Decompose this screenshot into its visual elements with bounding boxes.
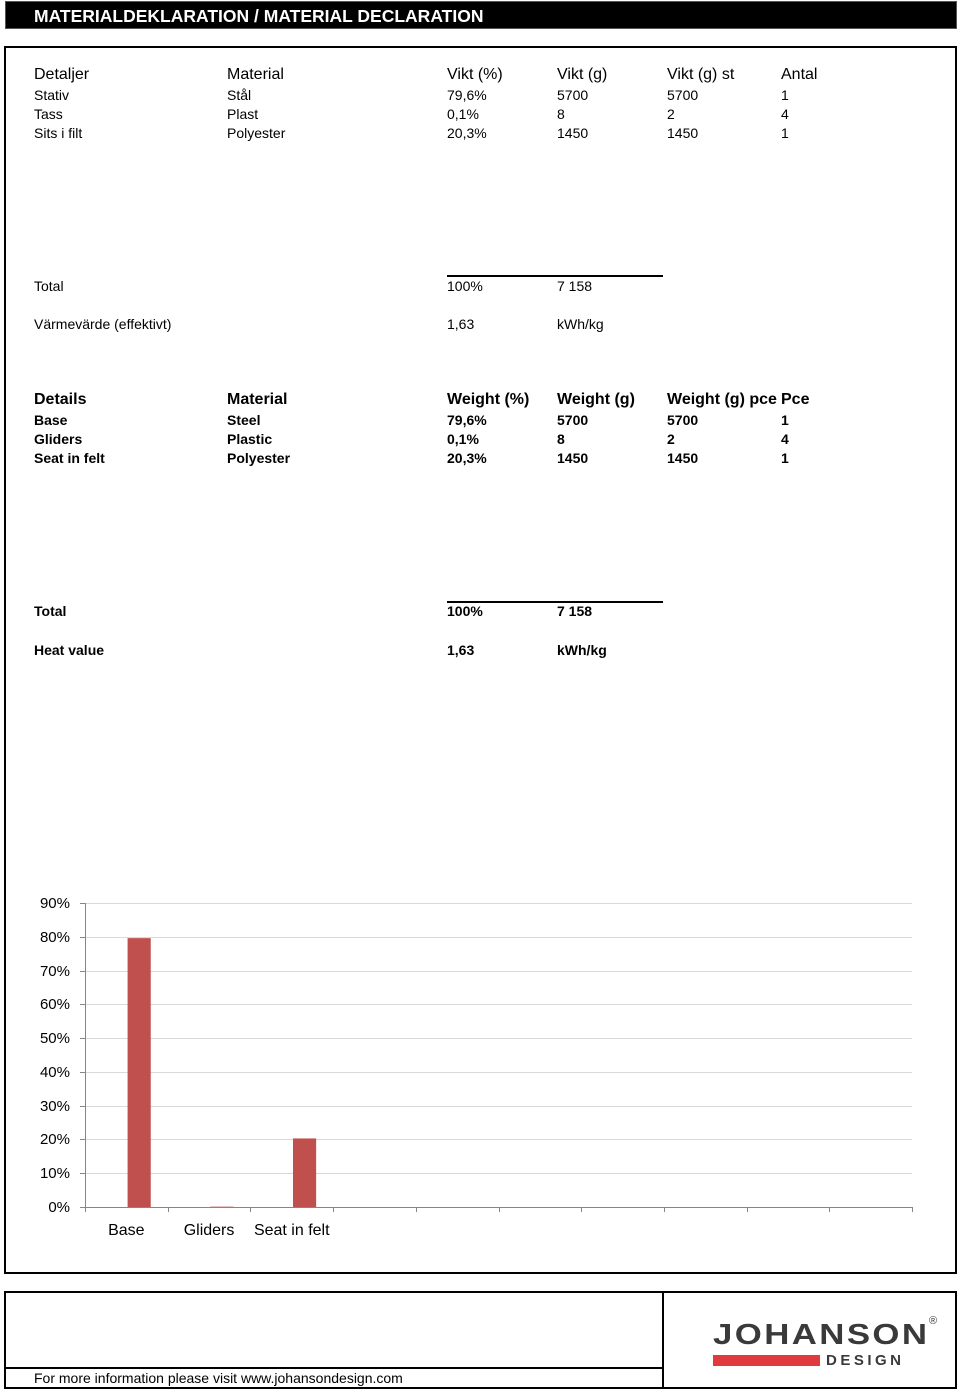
en-column-header-quantity: Pce: [781, 391, 810, 408]
material: Polyester: [227, 450, 291, 466]
en-column-header-weight-per-piece: Weight (g) pce: [667, 391, 777, 408]
chart-gridlines: [85, 904, 912, 1174]
quantity: 1: [781, 125, 789, 141]
logo-red-bar: [713, 1355, 820, 1366]
sv-heat-row: [0, 316, 960, 332]
table-row: [0, 87, 960, 103]
y-tick-label: 30%: [39, 1098, 70, 1115]
y-tick-label: 20%: [39, 1131, 70, 1148]
x-tick-label: Gliders: [183, 1222, 235, 1239]
sv-total-row: [0, 278, 960, 294]
en-total-row: [0, 603, 960, 619]
weight-per-piece: 1450: [667, 450, 699, 466]
y-tick-label: 70%: [39, 963, 70, 980]
material-weight-bar-chart: [0, 880, 960, 1260]
weight-per-piece: 1450: [667, 125, 699, 141]
weight-percent: 79,6%: [447, 412, 487, 428]
weight-per-piece: 5700: [667, 87, 699, 103]
part-name: Tass: [34, 106, 63, 122]
heat-label: Värmevärde (effektivt): [34, 316, 172, 332]
weight-percent: 0,1%: [447, 106, 479, 122]
material: Steel: [227, 412, 261, 428]
y-tick-label: 0%: [48, 1199, 70, 1216]
y-tick-label: 50%: [39, 1030, 70, 1047]
heat-value: 1,63: [447, 642, 475, 658]
y-tick-label: 60%: [39, 996, 70, 1013]
en-column-header-weight-grams: Weight (g): [557, 391, 635, 408]
table-row: [0, 412, 960, 428]
weight-grams: 1450: [557, 125, 589, 141]
quantity: 4: [781, 106, 789, 122]
quantity: 1: [781, 412, 789, 428]
part-name: Base: [34, 412, 68, 428]
weight-per-piece: 5700: [667, 412, 699, 428]
heat-value: 1,63: [447, 316, 475, 332]
weight-grams: 8: [557, 431, 565, 447]
total-percent: 100%: [447, 603, 483, 619]
en-table-header: [0, 391, 960, 409]
registered-mark: ®: [929, 1315, 938, 1327]
sv-total-rule: [447, 275, 663, 277]
chart-y-tick-labels: [40, 895, 70, 1216]
total-weight: 7 158: [557, 603, 593, 619]
x-tick-label: Base: [108, 1222, 145, 1239]
total-percent: 100%: [447, 278, 483, 294]
title-bar: [5, 1, 957, 29]
chart-x-tick-labels: [108, 1222, 330, 1239]
table-row: [0, 125, 960, 141]
table-row: [0, 450, 960, 466]
weight-percent: 20,3%: [447, 450, 487, 466]
total-label: Total: [34, 278, 64, 294]
sv-column-header-material: Material: [227, 66, 284, 83]
material: Polyester: [227, 125, 286, 141]
en-column-header-material: Material: [227, 391, 288, 408]
part-name: Seat in felt: [34, 450, 105, 466]
heat-unit: kWh/kg: [557, 642, 607, 658]
weight-grams: 8: [557, 106, 565, 122]
weight-percent: 79,6%: [447, 87, 487, 103]
footer-divider: [662, 1291, 664, 1389]
quantity: 1: [781, 87, 789, 103]
sv-column-header-weight-grams: Vikt (g): [557, 66, 608, 83]
bar-seat-in-felt: [293, 1138, 316, 1207]
table-row: [0, 106, 960, 122]
table-row: [0, 431, 960, 447]
material: Stål: [227, 87, 252, 103]
en-column-header-weight-percent: Weight (%): [447, 391, 530, 408]
y-tick-label: 90%: [39, 895, 70, 912]
heat-label: Heat value: [34, 642, 105, 658]
y-tick-label: 80%: [39, 929, 70, 946]
sv-column-header-details: Detaljer: [34, 66, 90, 83]
total-weight: 7 158: [557, 278, 593, 294]
part-name: Gliders: [34, 431, 83, 447]
weight-per-piece: 2: [667, 431, 675, 447]
total-label: Total: [34, 603, 67, 619]
sv-column-header-quantity: Antal: [781, 66, 818, 83]
chart-axes: [80, 903, 913, 1212]
en-column-header-details: Details: [34, 391, 87, 408]
page-title: MATERIALDEKLARATION / MATERIAL DECLARATION: [34, 6, 484, 26]
sv-table-header: [0, 66, 960, 84]
sv-column-header-weight-percent: Vikt (%): [447, 66, 503, 83]
footer-info-text: For more information please visit www.johansondesign.com: [34, 1370, 403, 1386]
en-heat-row: [0, 642, 960, 658]
part-name: Stativ: [34, 87, 70, 103]
material: Plast: [227, 106, 259, 122]
quantity: 1: [781, 450, 789, 466]
y-tick-label: 40%: [39, 1064, 70, 1081]
weight-percent: 20,3%: [447, 125, 487, 141]
heat-unit: kWh/kg: [557, 316, 604, 332]
quantity: 4: [781, 431, 789, 447]
weight-per-piece: 2: [667, 106, 675, 122]
sv-column-header-weight-per-piece: Vikt (g) st: [667, 66, 735, 83]
weight-grams: 5700: [557, 412, 589, 428]
part-name: Sits i filt: [34, 125, 83, 141]
weight-grams: 5700: [557, 87, 589, 103]
logo-subtitle: DESIGN: [826, 1352, 905, 1369]
y-tick-label: 10%: [39, 1165, 70, 1182]
weight-grams: 1450: [557, 450, 589, 466]
logo-wordmark: JOHANSON: [713, 1319, 930, 1351]
weight-percent: 0,1%: [447, 431, 479, 447]
x-tick-label: Seat in felt: [253, 1222, 330, 1239]
material: Plastic: [227, 431, 273, 447]
footer-text-rule: [4, 1367, 663, 1369]
bar-base: [128, 938, 151, 1207]
